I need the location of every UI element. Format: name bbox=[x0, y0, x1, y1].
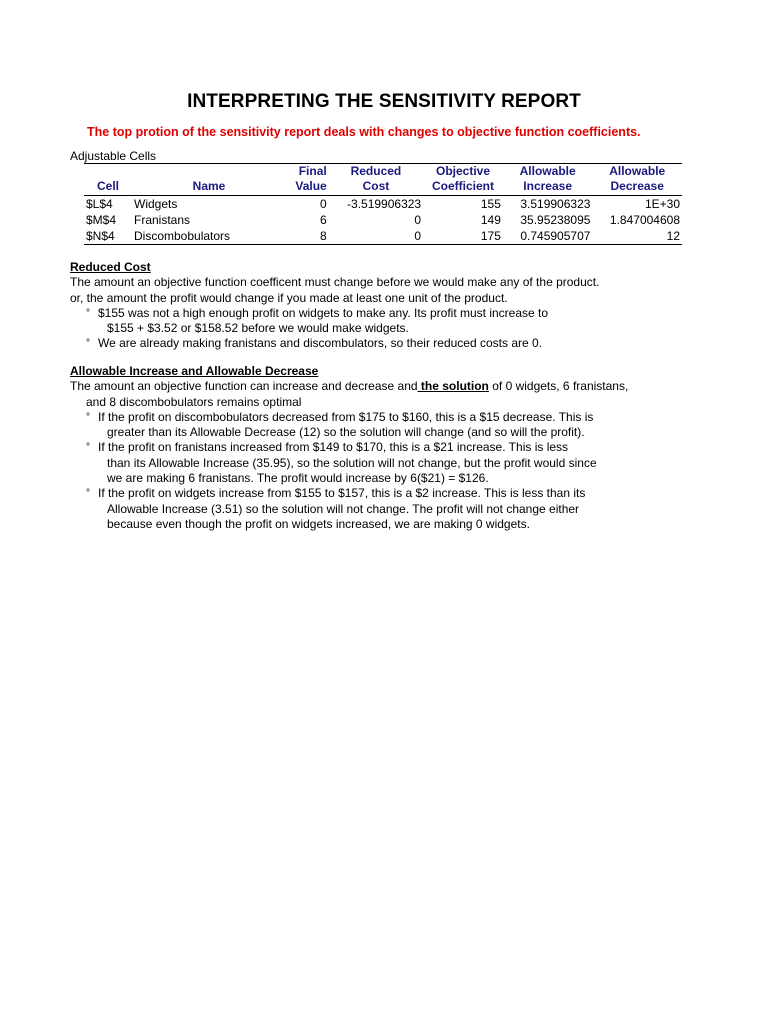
bullet-item bbox=[70, 440, 628, 455]
row-cell: $L$4 bbox=[86, 196, 113, 211]
row-objective-coefficient: 155 bbox=[480, 196, 501, 211]
bullet-text: If the profit on franistans increased from $149 to $170, this is a $21 increase. This is less bbox=[98, 440, 569, 455]
allowable-section bbox=[70, 364, 628, 532]
row-allowable-increase: 35.95238095 bbox=[520, 212, 591, 227]
bullet-text: If the profit on discombobulators decreased from $175 to $160, this is a $15 decrease. This is bbox=[98, 409, 594, 424]
reduced-cost-section bbox=[70, 260, 599, 352]
header-allowable-decrease bbox=[592, 164, 682, 196]
row-allowable-increase: 3.519906323 bbox=[520, 196, 591, 211]
header-allowable-increase-line2: Increase bbox=[523, 179, 572, 193]
page-title: INTERPRETING THE SENSITIVITY REPORT bbox=[187, 91, 581, 112]
bullet-item bbox=[70, 306, 599, 321]
subtitle: The top protion of the sensitivity report deals with changes to objective function coefficients. bbox=[87, 125, 641, 139]
bullet-continuation: because even though the profit on widgets increased, we are making 0 widgets. bbox=[107, 516, 530, 531]
table-row bbox=[84, 228, 682, 245]
bullet-text: If the profit on widgets increase from $155 to $157, this is a $2 increase. This is less than its bbox=[98, 486, 586, 501]
bullet-item bbox=[70, 410, 628, 425]
bullet-continuation: $155 + $3.52 or $158.52 before we would make widgets. bbox=[107, 321, 409, 336]
row-reduced-cost: 0 bbox=[329, 228, 423, 245]
reduced-cost-text: or, the amount the profit would change if you made at least one unit of the product. bbox=[70, 290, 508, 305]
header-allowable-increase bbox=[503, 164, 593, 196]
table-label: Adjustable Cells bbox=[70, 149, 157, 163]
header-allowable-decrease-line1: Allowable bbox=[609, 164, 666, 178]
row-name: Discombobulators bbox=[132, 228, 286, 245]
row-cell: $M$4 bbox=[86, 212, 117, 227]
row-allowable-decrease: 1E+30 bbox=[644, 196, 680, 211]
header-allowable-increase-line1: Allowable bbox=[519, 164, 576, 178]
row-allowable-decrease: 12 bbox=[592, 228, 682, 245]
header-objective-coefficient-line1: Objective bbox=[435, 164, 491, 178]
bullet-icon: ° bbox=[86, 488, 90, 500]
bullet-text: We are already making franistans and discombulators, so their reduced costs are 0. bbox=[98, 336, 542, 351]
header-cell: Cell bbox=[84, 164, 132, 196]
header-allowable-decrease-line2: Decrease bbox=[610, 179, 664, 193]
row-reduced-cost: -3.519906323 bbox=[347, 196, 422, 211]
allowable-intro-emphasis: the solution bbox=[417, 379, 489, 394]
table-row bbox=[84, 196, 682, 213]
header-reduced-cost-line2: Cost bbox=[362, 179, 390, 193]
reduced-cost-text: The amount an objective function coefficent must change before we would make any of the product. bbox=[70, 275, 600, 290]
bullet-text: $155 was not a high enough profit on widgets to make any. Its profit must increase to bbox=[98, 305, 549, 320]
allowable-intro bbox=[70, 379, 628, 394]
header-final-value bbox=[286, 164, 329, 196]
row-cell: $N$4 bbox=[84, 228, 132, 245]
allowable-intro-after: of 0 widgets, 6 franistans, bbox=[488, 379, 629, 394]
bullet-item bbox=[70, 336, 599, 351]
bullet-continuation: greater than its Allowable Decrease (12) so the solution will change (and so will the profit). bbox=[107, 425, 585, 440]
row-final-value: 0 bbox=[320, 196, 327, 211]
row-allowable-decrease: 1.847004608 bbox=[609, 212, 680, 227]
allowable-heading: Allowable Increase and Allowable Decrease bbox=[70, 364, 319, 378]
row-final-value: 6 bbox=[320, 212, 327, 227]
row-final-value: 8 bbox=[286, 228, 329, 245]
bullet-continuation: we are making 6 franistans. The profit would increase by 6($21) = $126. bbox=[107, 471, 489, 486]
table-row bbox=[84, 212, 682, 228]
allowable-intro-line2: and 8 discombobulators remains optimal bbox=[86, 394, 302, 409]
reduced-cost-heading: Reduced Cost bbox=[70, 260, 151, 274]
bullet-icon: ° bbox=[86, 307, 90, 319]
header-objective-coefficient-line2: Coefficient bbox=[431, 179, 494, 193]
sensitivity-table bbox=[84, 163, 682, 245]
header-name: Name bbox=[132, 164, 286, 196]
header-final-value-line2: Value bbox=[295, 179, 327, 193]
bullet-continuation: than its Allowable Increase (35.95), so the solution will not change, but the profit would since bbox=[107, 455, 597, 470]
header-reduced-cost bbox=[329, 164, 423, 196]
table-header-row bbox=[84, 164, 682, 196]
row-objective-coefficient: 175 bbox=[423, 228, 503, 245]
allowable-intro-before: The amount an objective function can increase and decrease and bbox=[70, 379, 418, 394]
bullet-icon: ° bbox=[86, 442, 90, 454]
bullet-item bbox=[70, 486, 628, 501]
header-reduced-cost-line1: Reduced bbox=[350, 164, 402, 178]
bullet-icon: ° bbox=[86, 411, 90, 423]
bullet-icon: ° bbox=[86, 338, 90, 350]
row-allowable-increase: 0.745905707 bbox=[503, 228, 593, 245]
row-name: Franistans bbox=[134, 212, 191, 227]
row-name: Widgets bbox=[134, 196, 178, 211]
row-reduced-cost: 0 bbox=[414, 212, 422, 227]
header-objective-coefficient bbox=[423, 164, 503, 196]
row-objective-coefficient: 149 bbox=[480, 212, 501, 227]
bullet-continuation: Allowable Increase (3.51) so the solution will not change. The profit will not change either bbox=[107, 501, 580, 516]
header-final-value-line1: Final bbox=[298, 164, 327, 178]
